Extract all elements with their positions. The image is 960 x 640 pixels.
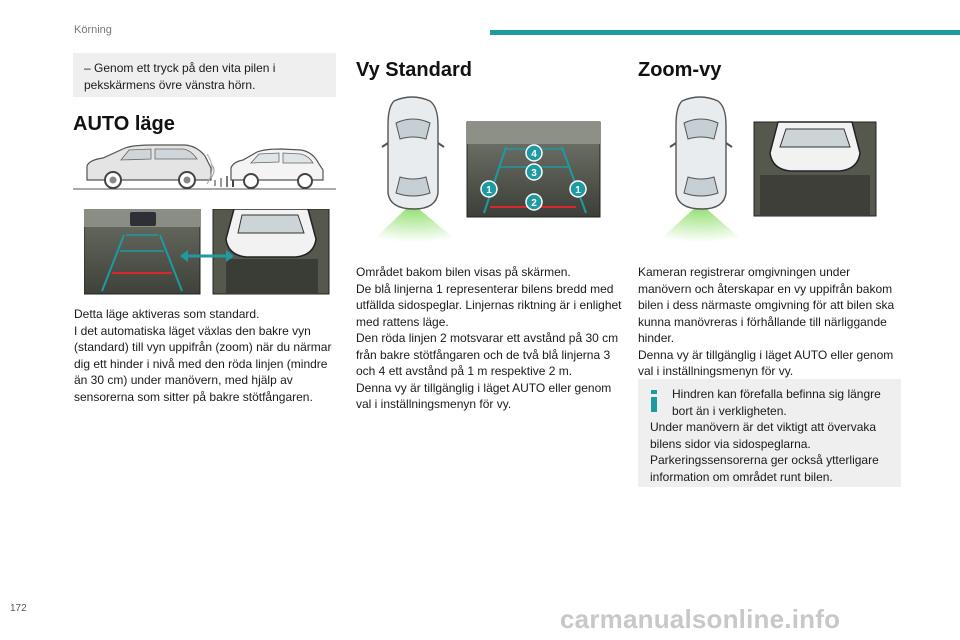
- header-accent-bar: [490, 30, 960, 35]
- car-obstacle-illustration: [73, 140, 336, 192]
- heading-auto: AUTO läge: [73, 113, 175, 135]
- standard-paragraph-2: De blå linjerna 1 representerar bilens bredd med utfällda sidospeglar. Linjernas riktning är i enlighet med rattens läge.: [356, 281, 622, 329]
- heading-zoom: Zoom-vy: [638, 59, 722, 81]
- auto-mode-screens: [84, 209, 330, 295]
- marker-1-right: 1: [575, 185, 581, 196]
- marker-4: 4: [531, 149, 537, 160]
- info-text: [650, 386, 890, 485]
- info-paragraph-1: Hindren kan förefalla befinna sig längre bort än i verkligheten.: [672, 387, 881, 418]
- standard-paragraph-4: Denna vy är tillgänglig i läget AUTO eller genom val i inställningsmenyn för vy.: [356, 380, 612, 411]
- note-text: – Genom ett tryck på den vita pilen i pekskärmens övre vänstra hörn.: [84, 61, 276, 92]
- auto-paragraph-2: I det automatiska läget växlas den bakre vyn (standard) till vyn uppifrån (zoom) när du närmar dig ett hinder i nivå med den röda linjen (mindre än 30 cm) under manövern, med hjälp av sensorerna som sitter på bakre stötfångaren.: [74, 323, 332, 404]
- zoom-description: [638, 264, 904, 380]
- marker-3: 3: [531, 168, 537, 179]
- standard-view-illustration: [356, 95, 606, 247]
- marker-2: 2: [531, 198, 537, 209]
- standard-paragraph-1: Området bakom bilen visas på skärmen.: [356, 265, 571, 279]
- heading-vy-standard: Vy Standard: [356, 59, 472, 81]
- page-number: 172: [10, 603, 27, 614]
- marker-1-left: 1: [486, 185, 492, 196]
- zoom-paragraph-1: Kameran registrerar omgivningen under manövern och återskapar en vy uppifrån bakom bilen i dess närmaste omgivning för att bilen ska kunna manövreras i förhållande till närliggande hinder.: [638, 265, 895, 345]
- zoom-paragraph-2: Denna vy är tillgänglig i läget AUTO eller genom val i inställningsmenyn för vy.: [638, 347, 894, 378]
- auto-description: [74, 306, 340, 405]
- zoom-view-illustration: [638, 95, 888, 247]
- standard-paragraph-3: Den röda linjen 2 motsvarar ett avstånd på 30 cm från bakre stötfångaren och de två blå linjerna 3 och 4 ett avstånd på 1 m respektive 2 m.: [356, 331, 619, 378]
- standard-description: [356, 264, 624, 413]
- section-label: Körning: [74, 24, 112, 36]
- info-paragraph-3: Parkeringssensorerna ger också ytterligare information om området runt bilen.: [650, 453, 879, 484]
- info-paragraph-2: Under manövern är det viktigt att övervaka bilens sidor via sidospeglarna.: [650, 420, 877, 451]
- auto-paragraph-1: Detta läge aktiveras som standard.: [74, 307, 260, 321]
- watermark: carmanualsonline.info: [560, 604, 841, 634]
